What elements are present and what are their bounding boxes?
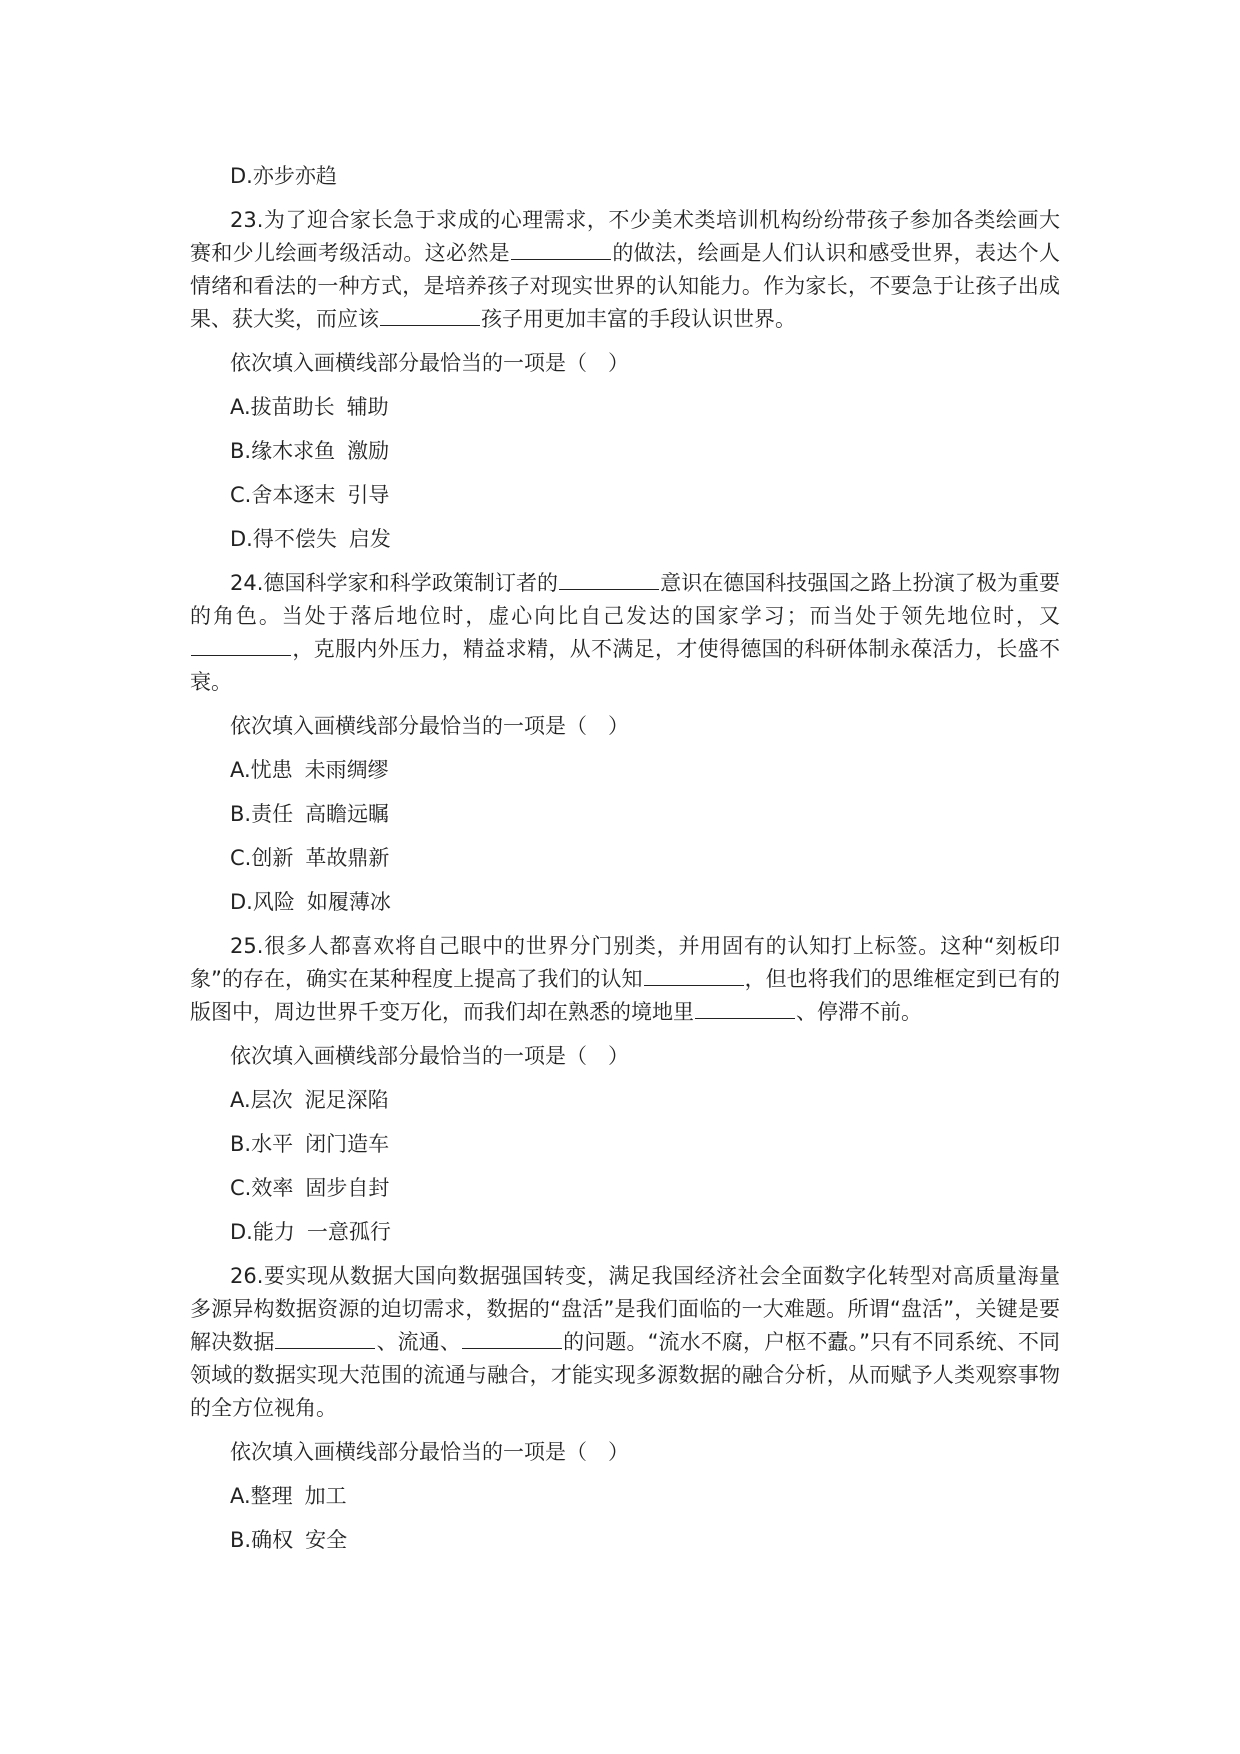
q25-option-d: D.能力 一意孤行	[230, 1220, 391, 1244]
answer-blank	[191, 633, 291, 656]
q23-option-a: A.拔苗助长 辅助	[230, 395, 389, 419]
answer-blank	[644, 963, 744, 986]
answer-blank	[511, 237, 611, 260]
q23-option-c: C.舍本逐末 引导	[230, 483, 390, 507]
q24-stem: 24.德国科学家和科学政策制订者的 意识在德国科技强国之路上扮演了极为重要的角色。当处于落后地位时，虚心向比自己发达的国家学习；而当处于领先地位时，又，克服内外压力，精益求精，从不满足，才使得德国的科研体制永葆活力，长盛不衰。	[190, 567, 1060, 699]
q23-option-d: D.得不偿失 启发	[230, 527, 391, 551]
answer-blank	[462, 1326, 562, 1349]
q25-option-a: A.层次 泥足深陷	[230, 1088, 389, 1112]
q26-option-a: A.整理 加工	[230, 1484, 347, 1508]
q24-option-b: B.责任 高瞻远瞩	[230, 802, 390, 826]
q22-option-d: D.亦步亦趋	[230, 164, 337, 188]
q26-stem: 26.要实现从数据大国向数据强国转变，满足我国经济社会全面数字化转型对高质量海量多源异构数据资源的迫切需求，数据的“盘活”是我们面临的一大难题。所谓“盘活”，关键是要解决数据 、流通、 的问题。“流水不腐，户枢不蠹。”只有不同系统、不同领域的数据实现大范围的流通与融合，才能实现多源数据的融合分析，从而赋予人类观察事物的全方位视角。	[190, 1264, 1061, 1420]
q24-prompt: 依次填入画横线部分最恰当的一项是（ ）	[230, 714, 629, 738]
answer-blank	[275, 1326, 375, 1349]
answer-blank	[380, 303, 480, 326]
q26-prompt: 依次填入画横线部分最恰当的一项是（ ）	[230, 1440, 629, 1464]
q23-option-b: B.缘木求鱼 激励	[230, 439, 390, 463]
q25-option-b: B.水平 闭门造车	[230, 1132, 390, 1156]
q25-stem: 25.很多人都喜欢将自己眼中的世界分门别类，并用固有的认知打上标签。这种“刻板印象”的存在，确实在某种程度上提高了我们的认知 ，但也将我们的思维框定到已有的版图中，周边世界千变万化，而我们却在熟悉的境地里 、停滞不前。	[190, 934, 1060, 1024]
q26-option-b: B.确权 安全	[230, 1528, 348, 1552]
document-page	[190, 160, 1060, 1568]
q24-option-d: D.风险 如履薄冰	[230, 890, 391, 914]
q24-option-a: A.忧患 未雨绸缪	[230, 758, 389, 782]
q25-prompt: 依次填入画横线部分最恰当的一项是（ ）	[230, 1044, 629, 1068]
q25-option-c: C.效率 固步自封	[230, 1176, 390, 1200]
answer-blank	[695, 996, 795, 1019]
q23-stem: 23.为了迎合家长急于求成的心理需求，不少美术类培训机构纷纷带孩子参加各类绘画大赛和少儿绘画考级活动。这必然是 的做法，绘画是人们认识和感受世界，表达个人情绪和看法的一种方式，是培养孩子对现实世界的认知能力。作为家长，不要急于让孩子出成果、获大奖，而应该 孩子用更加丰富的手段认识世界。	[190, 208, 1060, 331]
answer-blank	[559, 567, 659, 590]
q24-option-c: C.创新 革故鼎新	[230, 846, 390, 870]
q23-prompt: 依次填入画横线部分最恰当的一项是（ ）	[230, 351, 629, 375]
